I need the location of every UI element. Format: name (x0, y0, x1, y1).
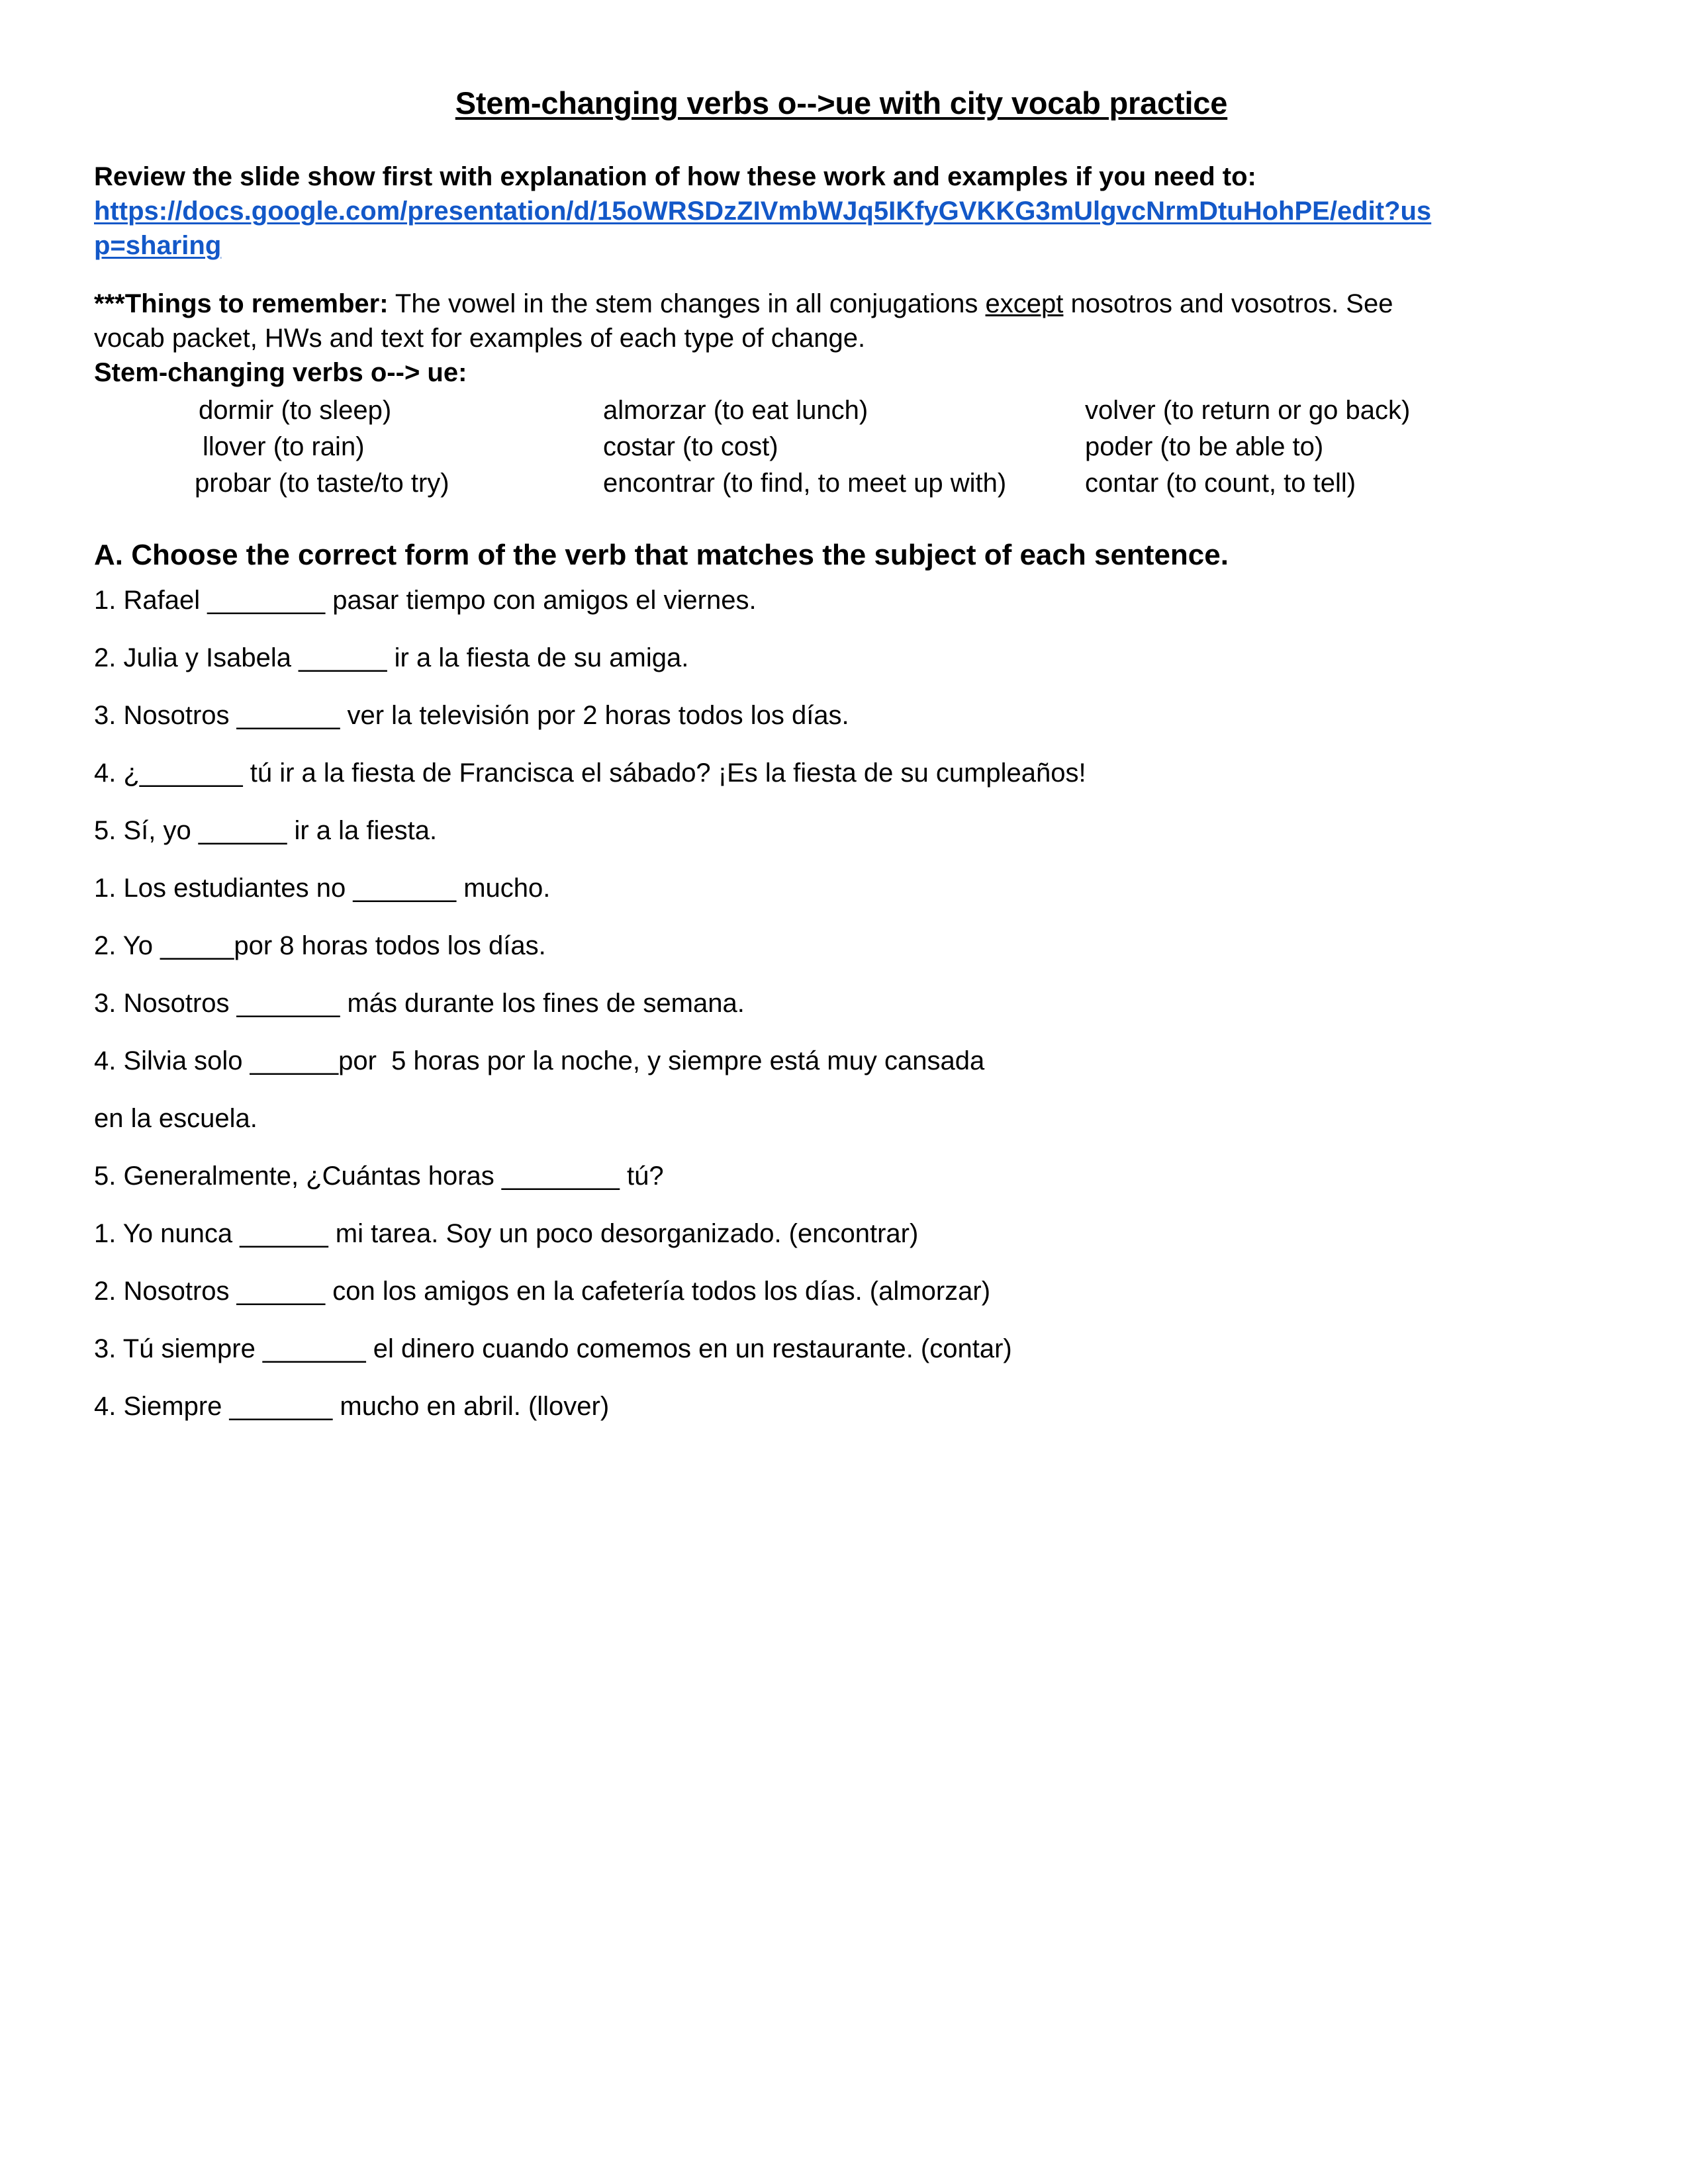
verb-row (94, 429, 1410, 465)
exercise-item[interactable]: 2. Yo _____por 8 horas todos los días. (94, 931, 546, 961)
remember-emphasis: except (985, 289, 1064, 318)
verb-cell: almorzar (to eat lunch) (603, 395, 868, 425)
things-to-remember-paragraph (94, 287, 1451, 355)
verb-list-table (94, 392, 1410, 502)
verb-cell: contar (to count, to tell) (1085, 469, 1356, 498)
exercise-item[interactable]: 1. Yo nunca ______ mi tarea. Soy un poco desorganizado. (encontrar) (94, 1219, 919, 1249)
spacer (94, 574, 1589, 583)
intro-instructions: Review the slide show first with explanation of how these work and examples if you need to: (94, 161, 1256, 191)
exercise-item[interactable]: 3. Nosotros _______ ver la televisión por 2 horas todos los días. (94, 701, 849, 731)
spacer (94, 502, 1589, 536)
exercise-item[interactable]: 2. Nosotros ______ con los amigos en la cafetería todos los días. (almorzar) (94, 1277, 991, 1306)
section-a-items (94, 583, 1589, 1424)
verb-cell: costar (to cost) (603, 432, 778, 461)
page-title (94, 86, 1589, 121)
section-a-heading: A. Choose the correct form of the verb that matches the subject of each sentence. (94, 539, 1229, 572)
exercise-item[interactable]: 4. Silvia solo ______por 5 horas por la noche, y siempre está muy cansada (94, 1046, 985, 1076)
verb-list-heading: Stem-changing verbs o--> ue: (94, 357, 467, 387)
exercise-item[interactable]: 2. Julia y Isabela ______ ir a la fiesta de su amiga. (94, 643, 689, 673)
exercise-item[interactable]: 1. Rafael ________ pasar tiempo con amigos el viernes. (94, 586, 757, 615)
things-to-remember-label: ***Things to remember: (94, 289, 389, 318)
exercise-item[interactable]: 1. Los estudiantes no _______ mucho. (94, 874, 551, 903)
exercise-item[interactable]: 4. ¿_______ tú ir a la fiesta de Francisca el sábado? ¡Es la fiesta de su cumpleaños! (94, 758, 1086, 788)
verb-cell: probar (to taste/to try) (195, 469, 449, 498)
verb-cell: volver (to return or go back) (1085, 395, 1411, 425)
verb-cell: llover (to rain) (203, 432, 365, 461)
verb-cell: dormir (to sleep) (199, 395, 392, 425)
exercise-item-continuation: en la escuela. (94, 1104, 258, 1134)
spacer (94, 263, 1589, 287)
page-title-text: Stem-changing verbs o-->ue with city vocab practice (455, 85, 1228, 120)
exercise-item[interactable]: 4. Siempre _______ mucho en abril. (llover) (94, 1392, 610, 1422)
remember-text-after: nosotros and vosotros. See vocab packet, HWs and text for examples of each type of change. (94, 289, 1393, 353)
exercise-item[interactable]: 3. Nosotros _______ más durante los fines de semana. (94, 989, 745, 1019)
slideshow-link[interactable]: https://docs.google.com/presentation/d/15oWRSDzZIVmbWJq5IKfyGVKKG3mUlgvcNrmDtuHohPE/edit?usp=sharing (94, 196, 1432, 260)
verb-row (94, 392, 1410, 429)
verb-cell: poder (to be able to) (1085, 432, 1324, 461)
remember-text-before: The vowel in the stem changes in all conjugations (388, 289, 986, 318)
verb-row (94, 465, 1410, 502)
exercise-item[interactable]: 5. Sí, yo ______ ir a la fiesta. (94, 816, 438, 846)
exercise-item[interactable]: 3. Tú siempre _______ el dinero cuando comemos en un restaurante. (contar) (94, 1334, 1012, 1364)
verb-cell: encontrar (to find, to meet up with) (603, 469, 1007, 498)
exercise-item[interactable]: 5. Generalmente, ¿Cuántas horas ________ tú? (94, 1161, 664, 1191)
